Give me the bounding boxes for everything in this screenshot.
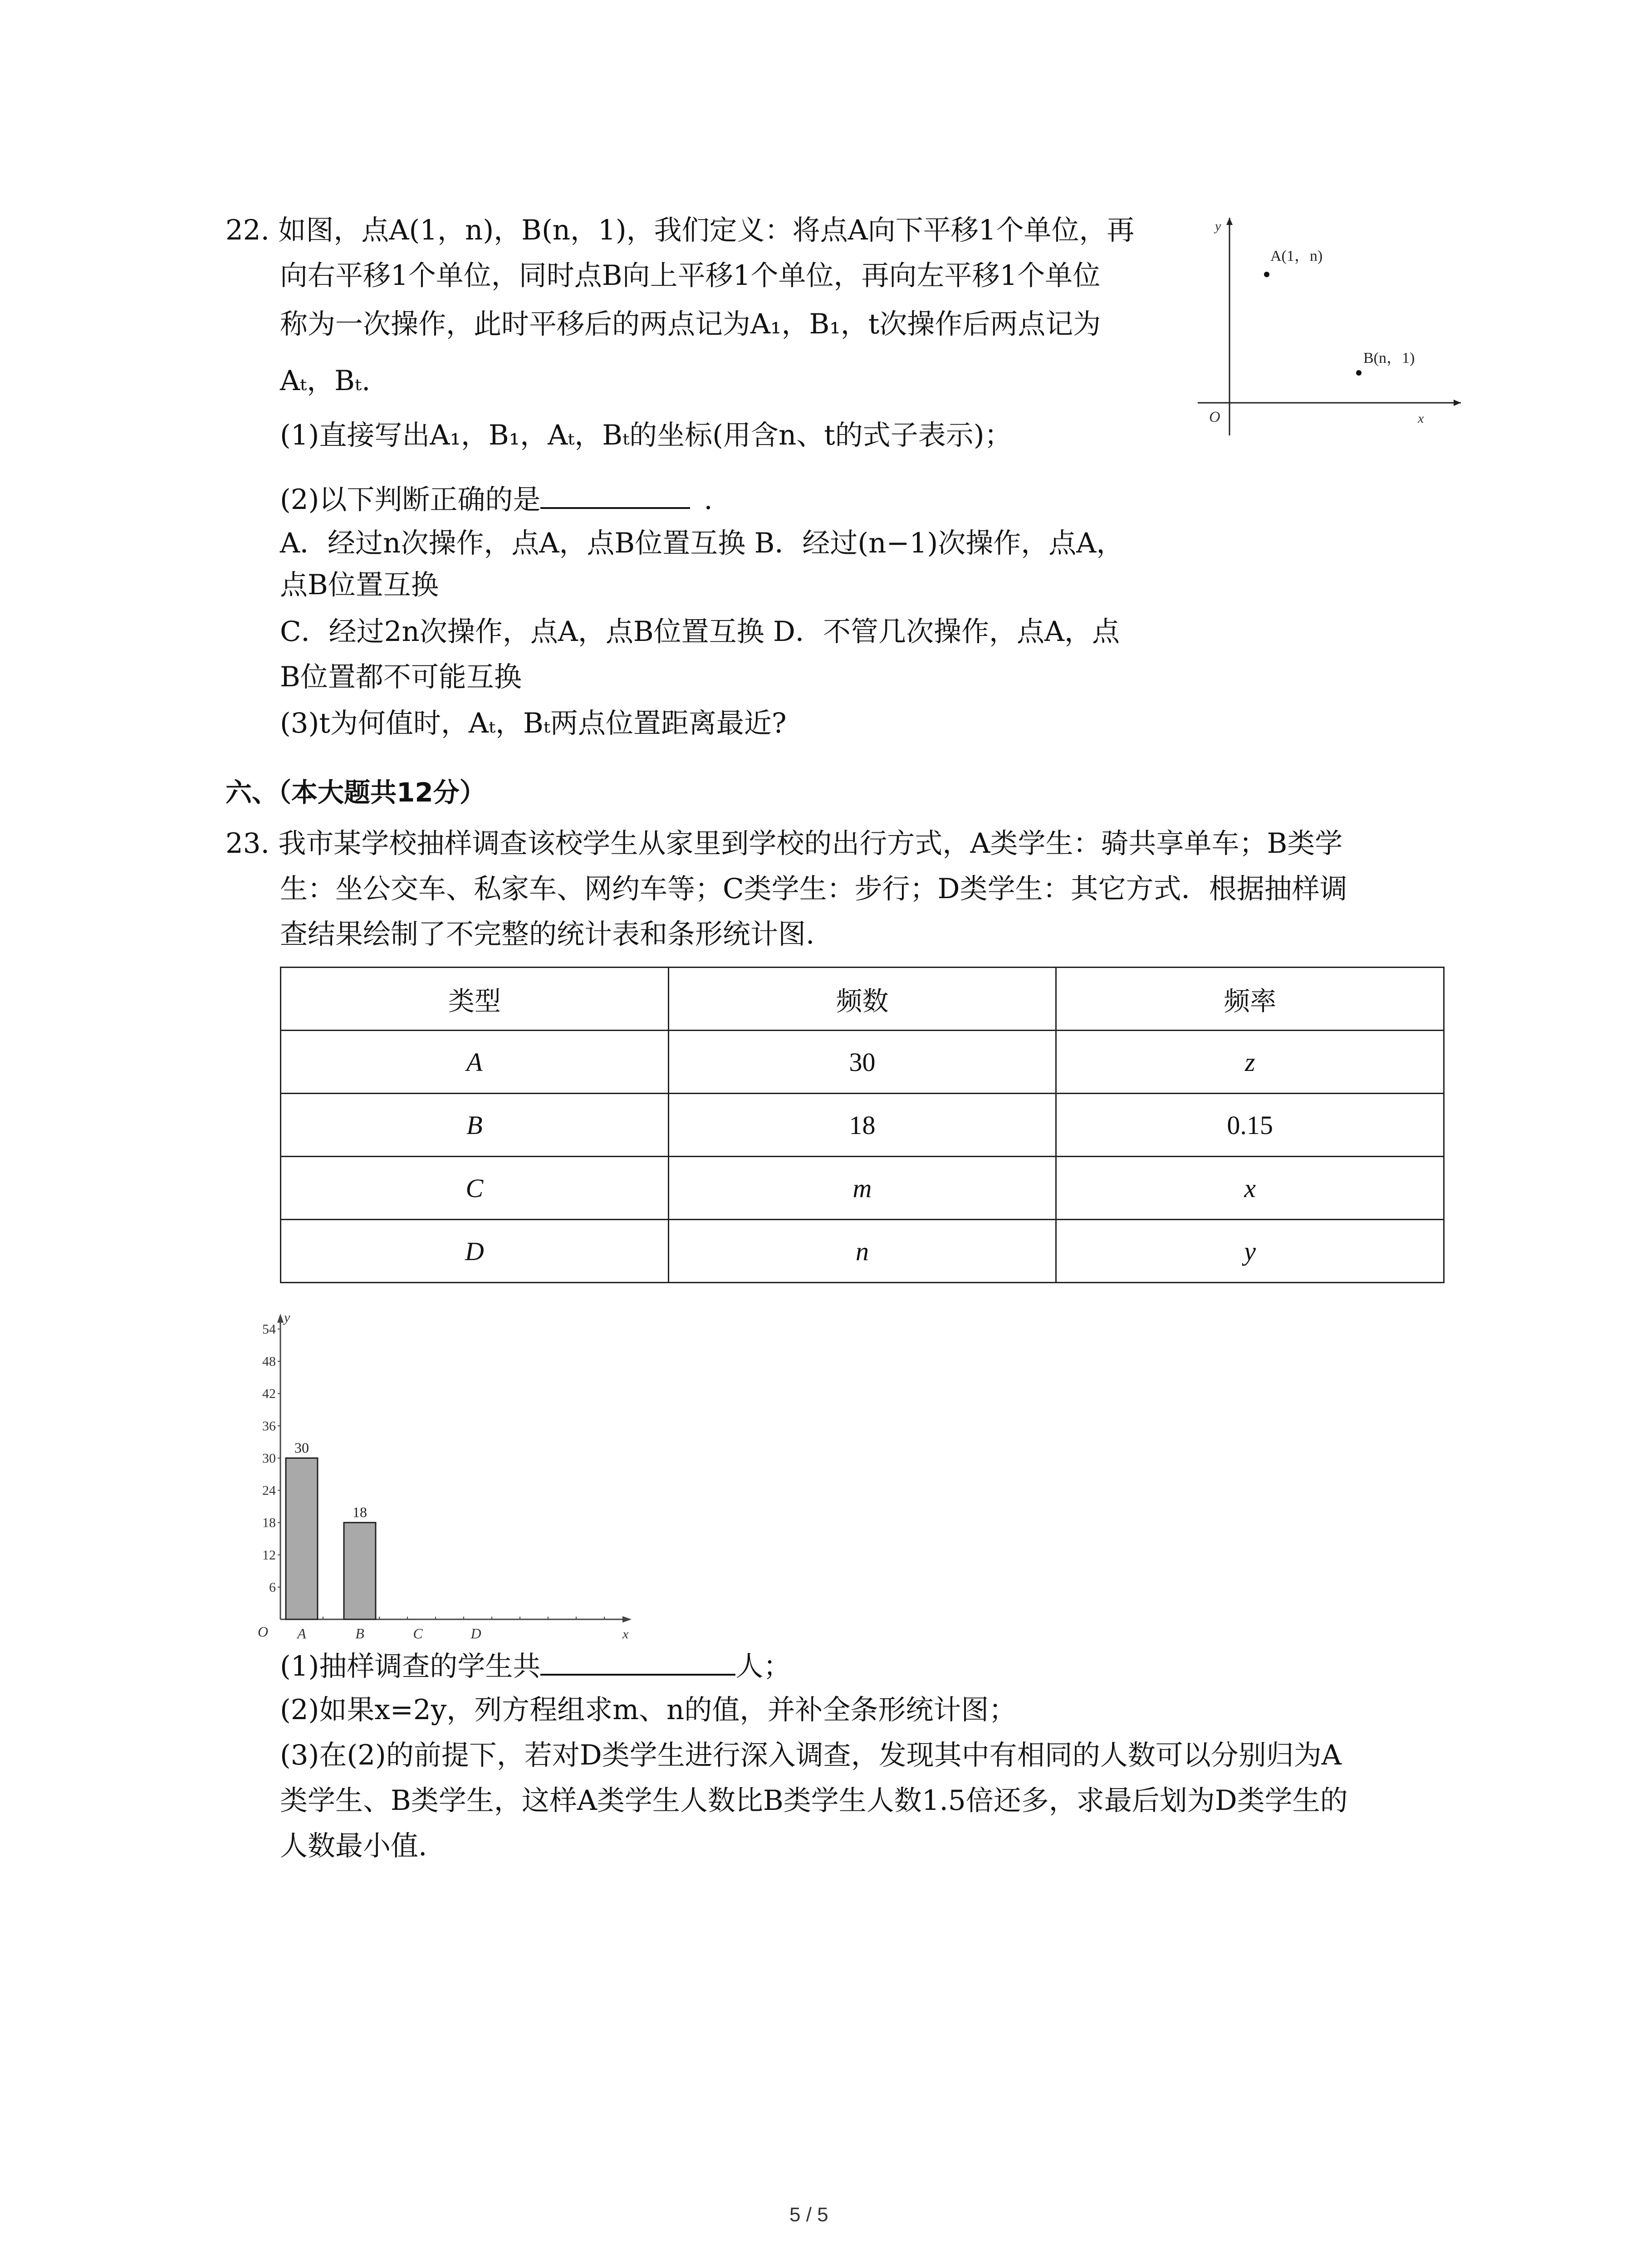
bar-value-label: 30 [294, 1439, 309, 1456]
q22-option-line-2: 点B位置互换 [280, 569, 439, 601]
q22-line-4: Aₜ，Bₜ. [280, 365, 371, 397]
y-tick-label: 54 [262, 1322, 276, 1337]
q22-part2-text: (2)以下判断正确的是 [280, 484, 541, 516]
q22-option-line-1: A．经过n次操作，点A，点B位置互换 B．经过(n−1)次操作，点A， [280, 527, 1124, 559]
q23-line-3: 查结果绘制了不完整的统计表和条形统计图. [280, 918, 815, 950]
q22-line-1: 22. 如图，点A(1，n)，B(n，1)，我们定义：将点A向下平移1个单位，再 [225, 214, 1135, 246]
bar-B [344, 1523, 376, 1619]
category-label: D [470, 1625, 481, 1642]
table-cell: 30 [668, 1031, 1056, 1094]
table-cell: y [1056, 1220, 1444, 1283]
q23-part3-line-2: 类学生、B类学生，这样A类学生人数比B类学生人数1.5倍还多，求最后划为D类学生的 [280, 1784, 1348, 1817]
page-number: 5 / 5 [789, 2204, 828, 2226]
table-header-row [281, 968, 1444, 1031]
q23-bar-chart [254, 1306, 644, 1642]
table-row [281, 1031, 1444, 1094]
q22-part2 [280, 480, 713, 518]
q22-option-line-4: B位置都不可能互换 [280, 661, 522, 693]
y-tick-label: 42 [262, 1386, 276, 1402]
table-header-cell: 频率 [1056, 968, 1444, 1031]
bar-value-label: 18 [353, 1504, 367, 1520]
x-axis-label: x [622, 1627, 629, 1642]
q22-line-3: 称为一次操作，此时平移后的两点记为A₁，B₁，t次操作后两点记为 [280, 308, 1101, 340]
y-axis-arrow [277, 1314, 284, 1323]
y-tick-label: 48 [262, 1354, 276, 1369]
q23-part3-line-1: (3)在(2)的前提下，若对D类学生进行深入调查，发现其中有相同的人数可以分别归为A [280, 1739, 1342, 1771]
q22-point-a [1264, 272, 1269, 277]
table-row [281, 1157, 1444, 1220]
origin-label: O [258, 1623, 269, 1640]
q23-line-1: 23. 我市某学校抽样调查该校学生从家里到学校的出行方式，A类学生：骑共享单车；B类学 [225, 827, 1343, 860]
bar-A [286, 1458, 318, 1619]
y-tick-label: 36 [262, 1418, 276, 1434]
q22-option-line-3: C．经过2n次操作，点A，点B位置互换 D．不管几次操作，点A，点 [280, 616, 1120, 648]
table-cell: 18 [668, 1094, 1056, 1157]
table-cell: A [281, 1031, 669, 1094]
q23-part1-end: 人； [735, 1650, 791, 1682]
q22-y-label: y [1215, 219, 1221, 234]
q22-answer-blank [540, 480, 690, 509]
q22-point-b-label: B(n，1) [1363, 350, 1415, 367]
table-cell: z [1056, 1031, 1444, 1094]
q23-part3-line-3: 人数最小值. [280, 1830, 427, 1862]
section-6-title: 六、（本大题共12分） [225, 777, 486, 808]
table-cell: D [281, 1220, 669, 1283]
table-cell: 0.15 [1056, 1094, 1444, 1157]
q23-line-2: 生：坐公交车、私家车、网约车等；C类学生：步行；D类学生：其它方式．根据抽样调 [280, 873, 1347, 905]
y-tick-label: 12 [262, 1547, 276, 1563]
q22-origin-label: O [1209, 409, 1220, 425]
table-cell: B [281, 1094, 669, 1157]
q22-part2-end: . [704, 484, 713, 516]
q23-part1 [280, 1647, 791, 1685]
q22-point-a-label: A(1，n) [1270, 248, 1323, 264]
y-tick-label: 24 [262, 1483, 276, 1498]
table-cell: m [668, 1157, 1056, 1220]
category-label: C [413, 1625, 423, 1642]
table-cell: n [668, 1220, 1056, 1283]
x-axis-arrow [622, 1616, 632, 1623]
q22-x-label: x [1418, 411, 1424, 426]
y-tick-label: 6 [269, 1579, 276, 1595]
table-header-cell: 类型 [281, 968, 669, 1031]
y-tick-label: 30 [262, 1451, 276, 1466]
q22-y-arrow [1226, 218, 1233, 225]
y-axis-label: y [284, 1310, 290, 1325]
q22-coordinate-figure [1189, 204, 1470, 458]
q23-part2: (2)如果x=2y，列方程组求m、n的值，并补全条形统计图； [280, 1694, 1017, 1726]
table-row [281, 1220, 1444, 1283]
table-cell: x [1056, 1157, 1444, 1220]
q22-part3: (3)t为何值时，Aₜ，Bₜ两点位置距离最近? [280, 707, 787, 739]
q23-stat-table [280, 967, 1445, 1283]
y-tick-label: 18 [262, 1515, 276, 1530]
category-label: A [297, 1625, 306, 1642]
table-header-cell: 频数 [668, 968, 1056, 1031]
table-row [281, 1094, 1444, 1157]
q23-part1-text: (1)抽样调查的学生共 [280, 1650, 541, 1682]
q22-x-arrow [1454, 400, 1461, 406]
q23-answer-blank [540, 1647, 735, 1676]
category-label: B [355, 1625, 364, 1642]
q22-line-2: 向右平移1个单位，同时点B向上平移1个单位，再向左平移1个单位 [280, 259, 1101, 292]
q22-point-b [1356, 370, 1362, 376]
table-cell: C [281, 1157, 669, 1220]
q22-part1: (1)直接写出A₁，B₁，Aₜ，Bₜ的坐标(用含n、t的式子表示)； [280, 419, 1012, 451]
